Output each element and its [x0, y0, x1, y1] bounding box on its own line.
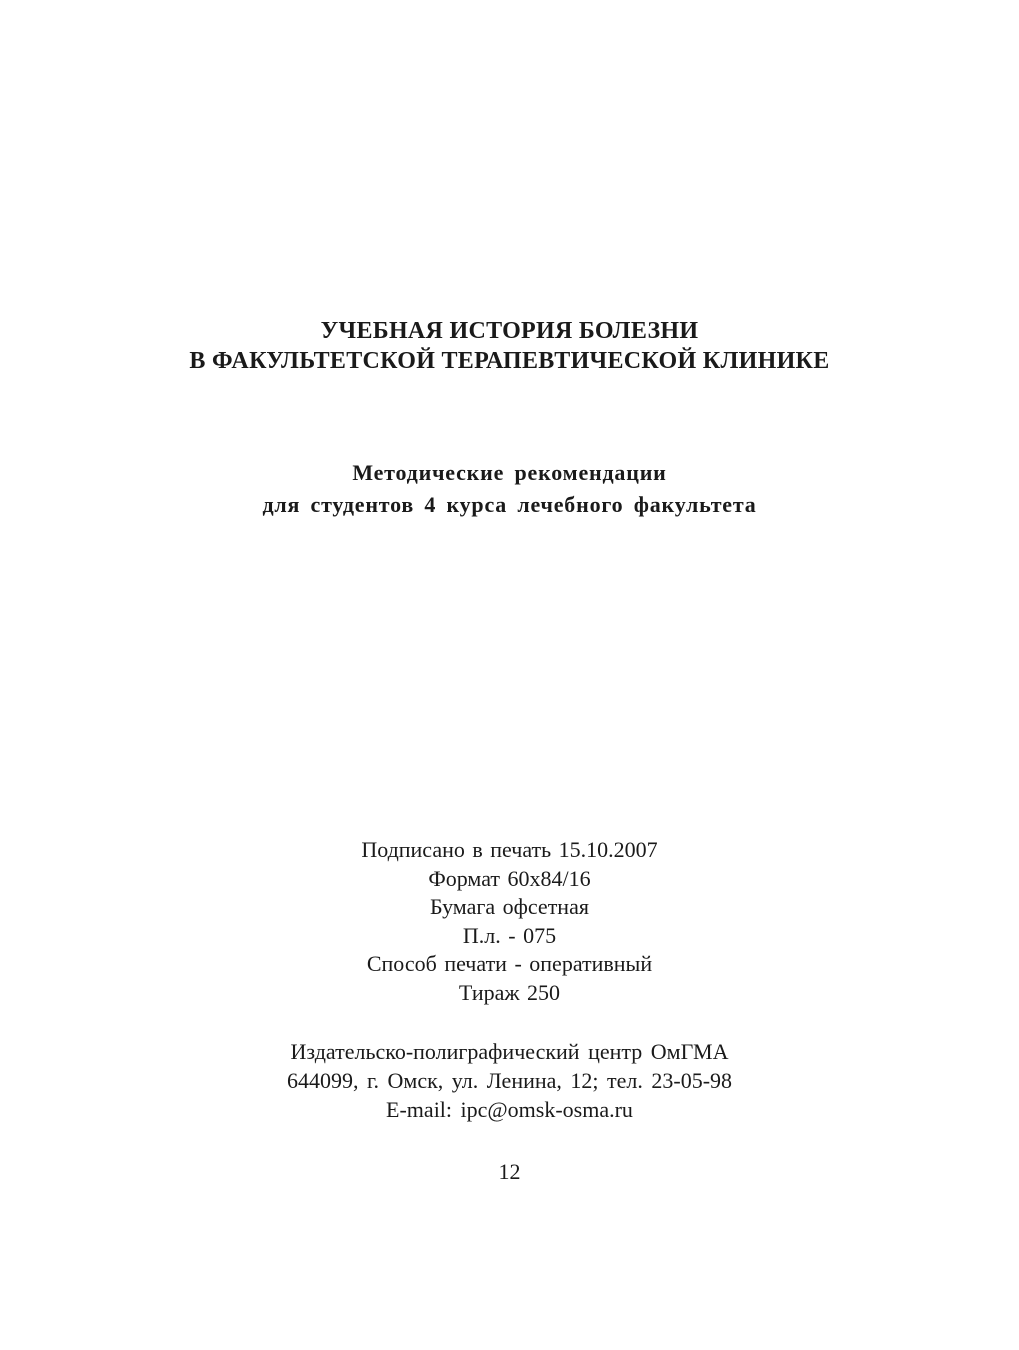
imprint-format: Формат 60х84/16: [428, 865, 591, 891]
subtitle-line-1: Методические рекомендации: [352, 460, 667, 485]
title-line-1: УЧЕБНАЯ ИСТОРИЯ БОЛЕЗНИ: [320, 318, 699, 344]
document-subtitle: [0, 457, 1019, 521]
imprint-signed: Подписано в печать 15.10.2007: [361, 837, 658, 862]
subtitle-line-2: для студентов 4 курса лечебного факультета: [262, 492, 757, 517]
imprint-sheets: П.л. - 075: [462, 922, 557, 948]
page-number: 12: [498, 1159, 521, 1184]
imprint-details: [0, 836, 1019, 1007]
publisher-address: 644099, г. Омск, ул. Ленина, 12; тел. 23-05-98: [286, 1068, 733, 1093]
publisher-email: E-mail: ipc@omsk-osma.ru: [386, 1097, 633, 1122]
publisher-name: Издательско-полиграфический центр ОмГМА: [290, 1039, 729, 1064]
imprint-print-method: Способ печати - оперативный: [366, 951, 653, 976]
publisher-info: [0, 1037, 1019, 1124]
imprint-paper: Бумага офсетная: [430, 894, 589, 919]
title-line-2: В ФАКУЛЬТЕТСКОЙ ТЕРАПЕВТИЧЕСКОЙ КЛИНИКЕ: [189, 348, 830, 374]
document-title: [0, 316, 1019, 376]
imprint-run: Тираж 250: [458, 979, 561, 1005]
